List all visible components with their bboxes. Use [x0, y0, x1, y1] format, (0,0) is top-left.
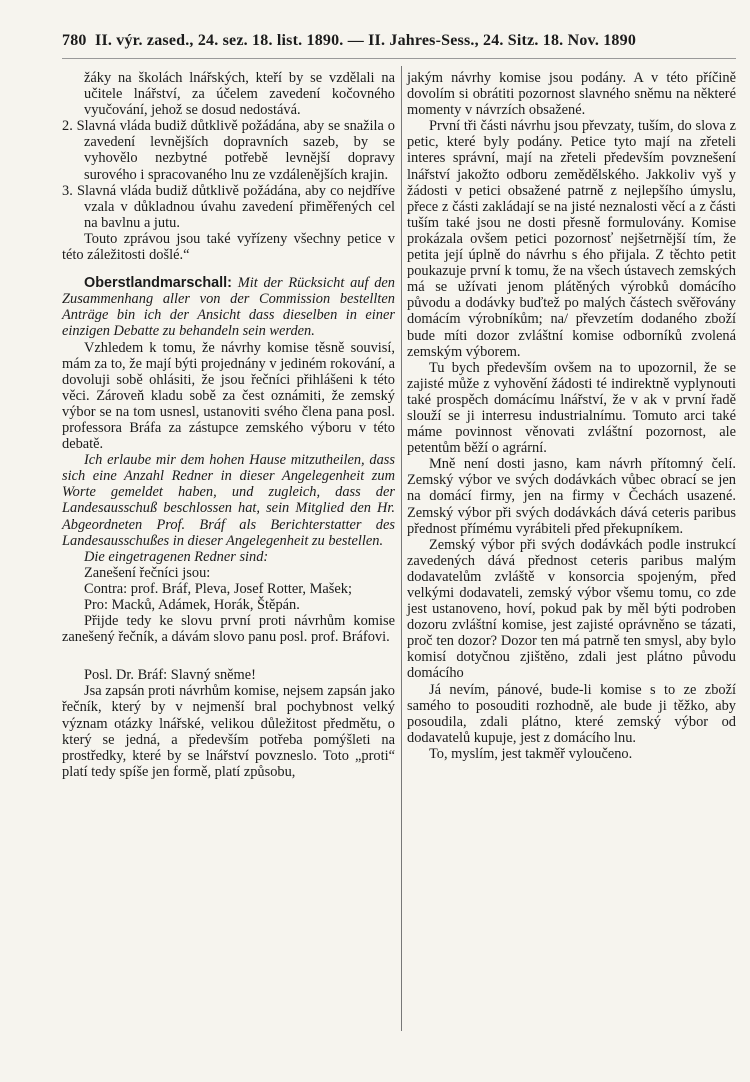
braf-paragraph-1: jakým návrhy komise jsou podány. A v této příčině dovolím si obrátiti pozornost slavného sněmu na některé momenty v návrzích obsažené. [407, 70, 736, 119]
header-czech: II. výr. zased., 24. sez. 18. list. 1890. [95, 32, 344, 49]
braf-paragraph-4: Mně není dosti jasno, kam návrh přítomný čelí. Zemský výbor ve svých dodávkách vůbec obrací se jen na domácí firmy, jen na firmy v Čechách usazené. Zemský výbor při svých dodávkách dává ceteris paribus přednost přímému vyrábiteli před překupníkem. [407, 456, 736, 537]
header-german: — II. Jahres-Sess., 24. Sitz. 18. Nov. 1890 [347, 32, 637, 49]
spacer [62, 645, 395, 667]
right-column [407, 70, 736, 762]
speech-braf-open [62, 667, 395, 683]
report-closing: Touto zprávou jsou také vyřízeny všechny petice v této záležitosti došlé.“ [62, 230, 395, 264]
braf-paragraph-6: Já nevím, pánové, bude-li komise s to ze zboží samého to posouditi rozhodně, ale bude ji těžko, aby posoudila, zdali plátno, které zemský výbor od dodavatelů kupuje, jest z domácího lnu. [407, 681, 736, 746]
running-header [62, 32, 736, 50]
braf-paragraph-2: První tři části návrhu jsou převzaty, tuším, do slova z petic, které byly podány. Petice tyto mají na zřeteli interes správní, mají na zřeteli především povznešení lnářství jakožto odboru zemědělského. Jakkoliv vyš y žádosti v petici obsažené patrně z nejlepšího úmyslu, přece z části zakládají se na jisté neznalosti věcí a z části tuším také jsou ne dosti přesně formulovány. Komise prokázala ovšem petici pozornosť nejšetrnější tím, že petita její úplně do návrhu s ého přijala. Z těchto petit poukazuje první k tomu, že na všech ústavech zemských má se užívati jenom plátěných výrobků domácího původu a dodávky buďtež po malých částech svěřovány domácím výrobníkům; na/ převzetím dodaného zboží bude míti dozor zvláštní komise odborníků zvolená zemským výborem. [407, 118, 736, 360]
spacer [62, 263, 395, 275]
speaker-braf-label: Posl. Dr. Bráf: [84, 667, 168, 684]
column-divider [401, 66, 402, 1031]
list-item-3: 3. Slavná vláda budiž důtklivě požádána, aby co nejdříve vzala v důkladnou úvahu zavedení přiměřených cel na bavlnu a jutu. [62, 182, 395, 231]
speech-braf-text: Jsa zapsán proti návrhům komise, nejsem zapsán jako řečník, který by v nejmenší bral pochybnost velký význam otázky lnářské, velikou důležitost předmětu, o který se jedná, a především potřeba pomýšleti na prostředky, které by se lnářství povzneslo. Toto „proti“ platí tedy spíše jen formě, platí způsobu, [62, 683, 395, 780]
speaker-call: Přijde tedy ke slovu první proti návrhům komise zanešený řečník, a dávám slovo panu posl. prof. Bráfovi. [62, 613, 395, 646]
speakers-pro: Pro: Macků, Adámek, Horák, Štěpán. [84, 597, 300, 613]
salutation: Slavný sněme! [170, 667, 256, 684]
speech-text-czech-1: Vzhledem k tomu, že návrhy komise těsně souvisí, mám za to, že mají býti projednány v jediném rokování, a dovoluji sobě ohlásiti, že jsou řečníci přihlášeni k této věci. Zároveň kladu sobě za čest oznámiti, že zemský výbor se na tom usnesl, ustanoviti svého člena pana posl. professora Bráfa za zástupce zemského výboru v této debatě. [62, 339, 395, 453]
speech-text-german-2: Ich erlaube mir dem hohen Hause mitzutheilen, dass sich eine Anzahl Redner in dieser Angelegenheit zum Worte gemeldet haben, und zugleich, dass der Landesausschuß beschlossen hat, sein Mitglied den Hr. Abgeordneten Prof. Bráf als Berichterstatter des Landesausschußes in dieser Angelegenheit zu bestellen. [62, 452, 395, 549]
speakers-heading-czech: Zanešení řečníci jsou: [84, 564, 211, 581]
header-rule [62, 58, 736, 59]
speech-text-german-1: Mit der Rücksicht auf den Zusammenhang aller von der Commission bestellten Anträge bin ich der Ansicht dass dieselben in einer einzigen Debatte zu behandeln sein werden. [62, 275, 395, 340]
braf-paragraph-3: Tu bych především ovšem na to upozornil, že se zajisté může z vyhovění žádosti té indirektně vyplynouti také prospěch domácímu lnářství, že v ak v první řadě slouží se ji interresu industrialnímu. Tomuto arci také máme povinnost věnovati zvláštní pozornost, ale petentům běží o agrární. [407, 359, 736, 457]
speaker-oberstlandmarschall: Oberstlandmarschall: [84, 275, 232, 292]
list-item-2: 2. Slavná vláda budiž důtklivě požádána, aby se snažila o zavedení levnějších dopravních sazeb, by se vyhovělo nezbytné potřebě levnější dopravy surového i spracovaného lnu ze vzdálenějších krajin. [62, 118, 395, 183]
speakers-heading-german: Die eingetragenen Redner sind: [84, 548, 269, 565]
list-item-1-cont: žáky na školách lnářských, kteří by se vzdělali na učitele lnářství, za účelem zavedení kočovného vyučování, jehož se dosud nedostává. [84, 70, 395, 119]
braf-paragraph-5: Zemský výbor při svých dodávkách podle instrukcí zavedených dává přednost ceteris paribus malým dodavatelům zvláště v konsorcia spojeným, před velkými dodavateli, zemský výbor všemu tomu, co zde jest ustanoveno, hoví, pokud pak by měl býti podroben dozoru zvláštní komise, jest zajisté oprávněno se tázati, proč ten dozor? Dozor ten má patrně ten smysl, aby bylo komisí dotyčnou zjištěno, zdali jest plátno původu domácího [407, 536, 736, 682]
left-column [62, 70, 395, 780]
speech-oberstlandmarschall [62, 275, 395, 339]
speakers-contra: Contra: prof. Bráf, Pleva, Josef Rotter, Mašek; [84, 580, 352, 597]
braf-paragraph-7: To, myslím, jest takměř vyloučeno. [429, 745, 633, 762]
page-number: 780 [62, 32, 87, 49]
